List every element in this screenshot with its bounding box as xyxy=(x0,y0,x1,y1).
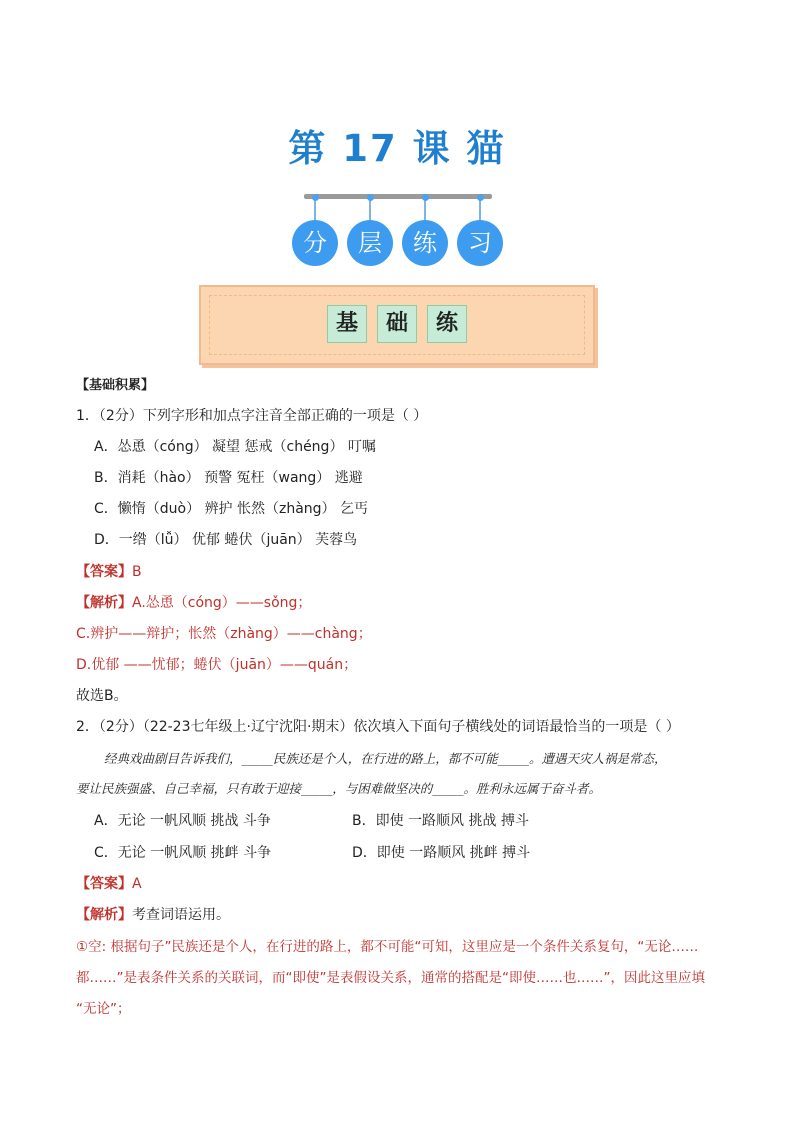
q2-analysis-line xyxy=(76,904,230,924)
layer-circle-3: 练 xyxy=(402,220,448,266)
q2-analysis-text: 都……”是表条件关系的关联词，而“即使”是表假设关系，通常的搭配是“即使……也……”，因此这里应填 xyxy=(76,970,705,986)
analysis-text: 考查词语运用。 xyxy=(132,907,230,923)
q2-analysis-text: ①空: 根据句子”民族还是个人，在行进的路上，都不可能“可知，这里应是一个条件关系复句，“无论…… xyxy=(76,939,699,955)
section-label: 【基础积累】 xyxy=(76,378,155,393)
q2-option-d: D．即使 一路顺风 挑衅 搏斗 xyxy=(352,845,531,861)
q1-analysis-text: C.辨护——辩护；怅然（zhàng）——chàng； xyxy=(76,626,372,642)
lesson-title: 第 17 课 猫 xyxy=(288,127,506,170)
section-banner-title xyxy=(0,305,794,343)
hanger-dot xyxy=(477,194,484,201)
hanger-bar xyxy=(304,194,492,199)
banner-char: 练 xyxy=(427,305,467,343)
analysis-text: A.怂恿（cóng）——sǒng； xyxy=(132,595,312,611)
q2-answer-line xyxy=(76,873,142,893)
q1-analysis-text: D.优郁 ——忧郁；蜷伏（juān）——quán； xyxy=(76,657,358,673)
banner-char: 础 xyxy=(377,305,417,343)
answer-value: A xyxy=(132,876,142,892)
answer-tag: 【答案】 xyxy=(76,876,132,892)
layer-circle-4: 习 xyxy=(457,220,503,266)
answer-value: B xyxy=(132,564,142,580)
q2-option-c: C．无论 一帆风顺 挑衅 斗争 xyxy=(94,845,272,861)
layer-circle-1: 分 xyxy=(292,220,338,266)
q2-passage-line: 要让民族强盛、自己幸福，只有敢于迎接_____，与困难做坚决的_____。胜利永远属于奋斗者。 xyxy=(76,781,602,796)
analysis-tag: 【解析】 xyxy=(76,907,132,923)
q1-answer-line xyxy=(76,561,142,581)
q1-conclusion: 故选B。 xyxy=(76,688,128,704)
q2-passage-line: 经典戏曲剧目告诉我们，_____民族还是个人，在行进的路上，都不可能_____。遭遇天灾人祸是常态， xyxy=(104,751,667,766)
q1-option-d: D．一绺（lǚ） 优郁 蜷伏（juān） 芙蓉鸟 xyxy=(94,532,358,548)
hanger-dot xyxy=(312,194,319,201)
hanger-dot xyxy=(367,194,374,201)
q1-option-b: B．消耗（hào） 预警 冤枉（wang） 逃避 xyxy=(94,470,363,486)
q1-analysis-line xyxy=(76,592,311,612)
question-1-stem: 1．（2分）下列字形和加点字注音全部正确的一项是（ ） xyxy=(76,408,428,424)
question-2-stem: 2．（2分）（22-23七年级上·辽宁沈阳·期末）依次填入下面句子横线处的词语最恰当的一项是（ ） xyxy=(76,719,680,735)
hanger-dot xyxy=(422,194,429,201)
q2-option-b: B．即使 一路顺风 挑战 搏斗 xyxy=(352,813,529,829)
q2-analysis-text: “无论”； xyxy=(76,1001,131,1017)
layer-circle-2: 层 xyxy=(347,220,393,266)
answer-tag: 【答案】 xyxy=(76,564,132,580)
q1-option-c: C．懒惰（duò） 辨护 怅然（zhàng） 乞丐 xyxy=(94,501,369,517)
q1-option-a: A．怂恿（cóng） 凝望 惩戒（chéng） 叮嘱 xyxy=(94,439,376,455)
banner-char: 基 xyxy=(327,305,367,343)
q2-option-a: A．无论 一帆风顺 挑战 斗争 xyxy=(94,813,271,829)
analysis-tag: 【解析】 xyxy=(76,595,132,611)
